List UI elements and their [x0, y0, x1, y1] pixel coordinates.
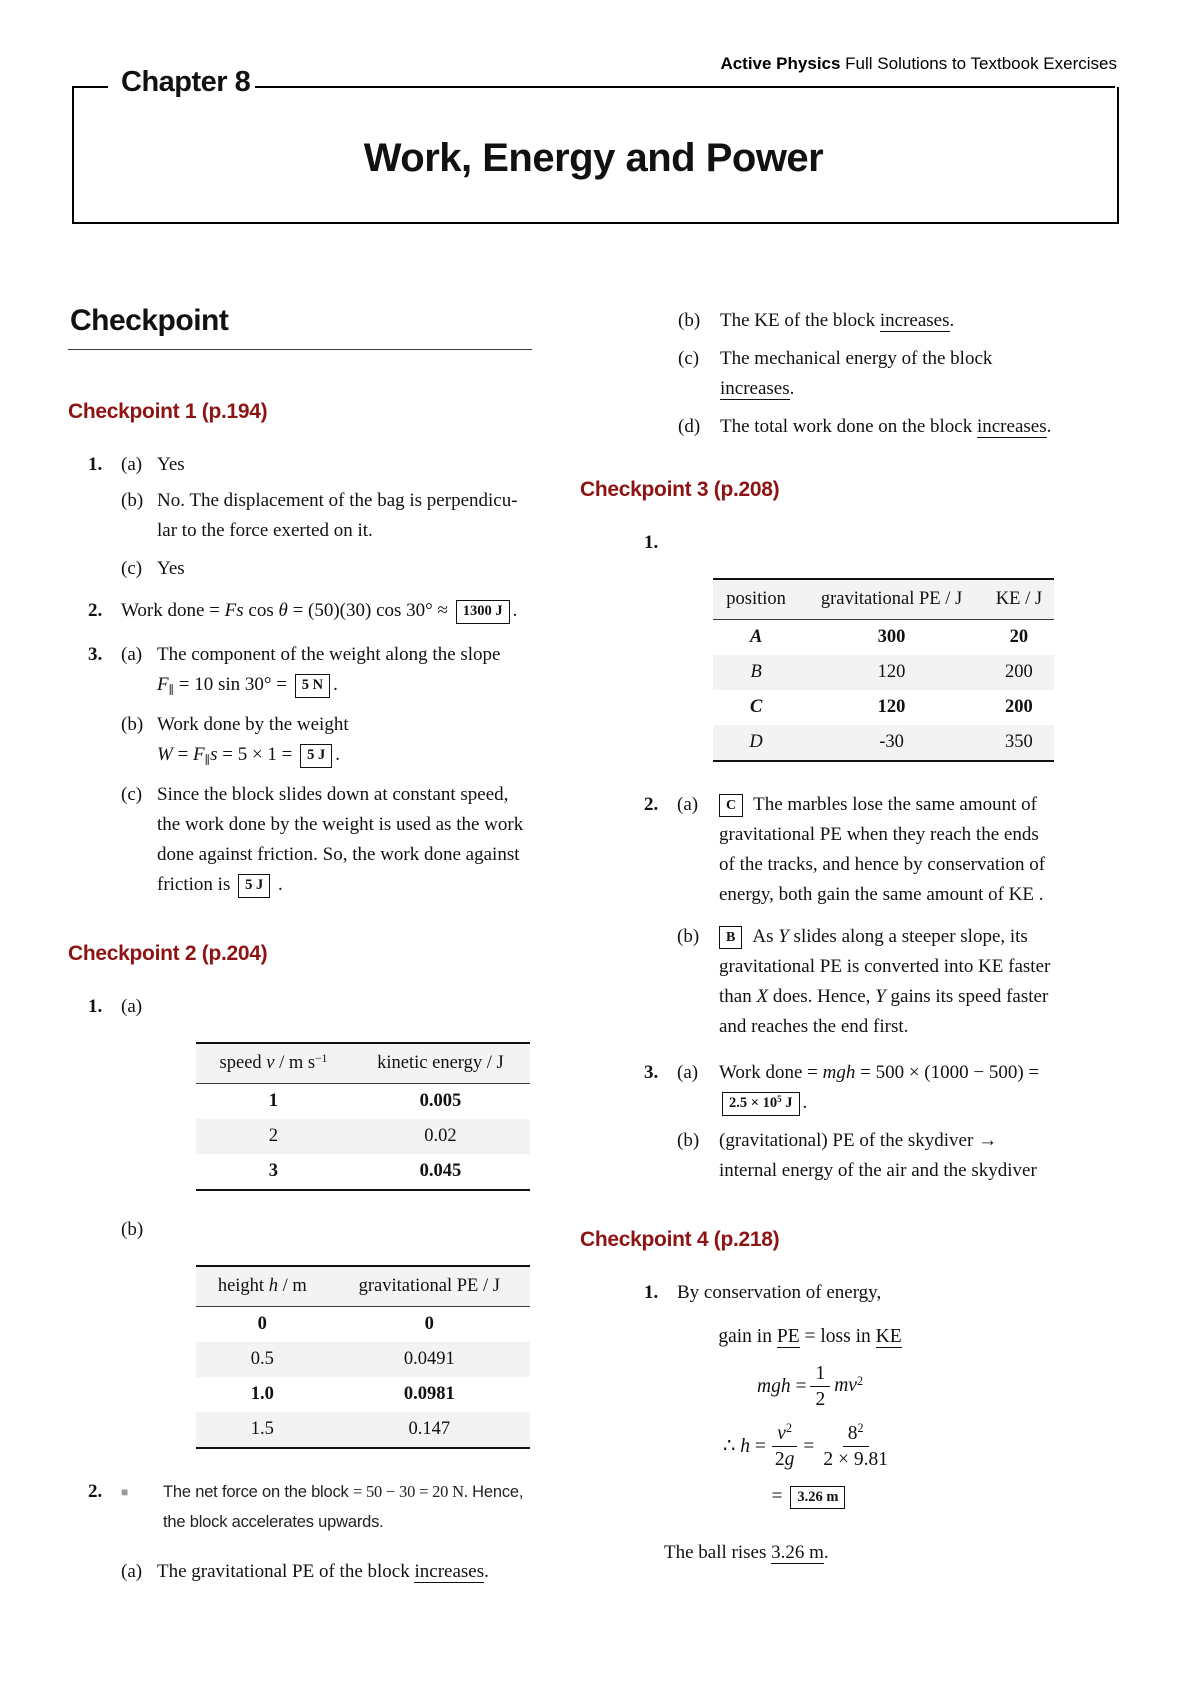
column-header: KE / J: [984, 579, 1054, 620]
part-label: (b): [121, 1219, 144, 1240]
table-cell: 0: [424, 1314, 434, 1334]
solution-text: [157, 486, 532, 546]
item-number: 1.: [88, 996, 103, 1017]
part-label: (c): [121, 784, 143, 805]
boxed-answer: 1300 J: [456, 600, 510, 624]
answer-choice-box: C: [719, 794, 743, 817]
table-cell: C: [749, 697, 763, 717]
table-row: [196, 1342, 530, 1377]
equation-line: W = F∥s = 5 × 1 = 5 J .: [157, 744, 341, 767]
item-number: 3.: [88, 644, 103, 665]
table-row: [713, 620, 1054, 656]
text-line: Work done by the weight: [157, 714, 349, 735]
table-row: [196, 1412, 530, 1448]
closing-statement: The ball rises 3.26 m.: [664, 1541, 829, 1563]
table-cell: 2: [268, 1126, 279, 1146]
solution-item: [68, 780, 532, 900]
table-row: [713, 655, 1054, 690]
part-label: (b): [121, 714, 144, 735]
equation-line: F∥ = 10 sin 30° = 5 N .: [157, 674, 338, 697]
section-title: Checkpoint: [68, 304, 532, 350]
checkpoint-3-heading: Checkpoint 3 (p.208): [580, 478, 780, 501]
solution-item: [580, 344, 1058, 404]
equation-block: [606, 1322, 1014, 1512]
solution-item: [68, 486, 532, 546]
boxed-answer: 5 J: [238, 874, 270, 898]
table-cell: 0.045: [419, 1161, 462, 1181]
solution-item: [580, 922, 1058, 1042]
table-cell: 200: [1005, 662, 1033, 682]
solution-item: [68, 450, 532, 480]
checkpoint-2-heading: Checkpoint 2 (p.204): [68, 942, 268, 965]
solution-item: [580, 412, 1058, 442]
chapter-word: Chapter: [121, 66, 235, 98]
part-label: (a): [121, 996, 143, 1017]
table-cell: 300: [877, 627, 906, 647]
table-row: [196, 1084, 530, 1120]
column-header: gravitational PE / J: [799, 579, 984, 620]
table-cell: 120: [877, 662, 906, 682]
solution-text: Yes: [157, 454, 185, 475]
equation-lhs: ∴ h =: [722, 1435, 766, 1457]
part-label: (b): [677, 926, 700, 947]
equation-rhs: $mv^2$: [834, 1373, 863, 1397]
part-label: (c): [678, 348, 700, 369]
solution-text: [157, 640, 532, 702]
header-subtitle: Full Solutions to Textbook Exercises: [840, 54, 1117, 73]
table-cell: 0.5: [250, 1349, 274, 1369]
checkpoint-4-heading: Checkpoint 4 (p.218): [580, 1228, 780, 1251]
text-line: lar to the force exerted on it.: [157, 520, 373, 541]
text-line: The component of the weight along the slope: [157, 644, 501, 665]
part-label: (c): [121, 558, 143, 579]
table-cell: 0.02: [424, 1126, 457, 1146]
table-row: [196, 1154, 530, 1190]
boxed-answer: 5 N: [295, 674, 330, 698]
part-label: (a): [121, 1561, 143, 1582]
item-number: 2.: [88, 1481, 103, 1502]
speed-kinetic-energy-table: [196, 1042, 530, 1191]
table-cell: 0: [257, 1314, 267, 1334]
item-number: 1.: [88, 454, 103, 475]
solution-item: [68, 1215, 532, 1245]
equation-result: = 3.26 m: [606, 1482, 1014, 1512]
table-header-row: [196, 1043, 530, 1084]
equation-line: $2.5 \times 10^5$ J .: [719, 1088, 1058, 1118]
height-gravitational-pe-table: [196, 1265, 530, 1449]
answer-explanation: The marbles lose the same amount of gravitational PE when they reach the ends of the tracks, and hence by conservation of energy, both gain the same amount of KE .: [719, 794, 1046, 905]
fraction: $\frac{1}{2}$: [810, 1362, 830, 1412]
table-cell: 0.0491: [403, 1349, 455, 1369]
table-cell: D: [749, 732, 763, 752]
chapter-title: Work, Energy and Power: [363, 136, 824, 180]
solution-text: [719, 922, 1058, 1042]
table-header-row: [713, 579, 1054, 620]
solution-item: [580, 1126, 1058, 1186]
table-row: [196, 1119, 530, 1154]
solution-item: [580, 1058, 1058, 1118]
note-text: The net force on the block = 50 − 30 = 20 N. Hence, the block accelerates upwards.: [163, 1482, 524, 1531]
fraction: $\frac{8^2}{2 \times 9.81}$: [823, 1421, 889, 1471]
chapter-number: 8: [234, 66, 251, 98]
fraction: $\frac{v^2}{2g}$: [770, 1422, 800, 1472]
solution-item: [68, 640, 532, 702]
part-label: (d): [678, 416, 701, 437]
position-energy-table: [713, 578, 1054, 762]
table-row: [196, 1377, 530, 1412]
table-cell: 350: [1005, 732, 1033, 752]
solution-item: [580, 790, 1058, 910]
answer-explanation: As Y slides along a steeper slope, its gravitational PE is converted into KE faster than X does. Hence, Y gains its speed faster and reaches the end first.: [719, 926, 1051, 1037]
table-cell: 0.147: [408, 1419, 451, 1439]
table-header-row: [196, 1266, 530, 1307]
item-number: 1.: [644, 532, 659, 553]
solution-text: The gravitational PE of the block increases.: [157, 1561, 489, 1582]
solution-item: [68, 1557, 532, 1587]
table-cell: 1.0: [250, 1384, 274, 1404]
solution-item: [580, 528, 1058, 558]
table-cell: 3: [268, 1161, 279, 1181]
solution-text: The total work done on the block increases.: [720, 416, 1052, 437]
running-header: [720, 54, 1117, 74]
equation-lhs: mgh =: [756, 1375, 807, 1397]
table-cell: 0.0981: [403, 1384, 455, 1404]
solution-text: The mechanical energy of the block increases.: [720, 348, 993, 399]
part-label: (b): [121, 490, 144, 511]
table-row: [196, 1307, 530, 1343]
table-cell: 1: [268, 1091, 279, 1111]
table-cell: 0.005: [419, 1091, 462, 1111]
part-label: (b): [677, 1130, 700, 1151]
solution-item: [68, 992, 532, 1022]
column-header: kinetic energy / J: [351, 1043, 530, 1084]
part-label: (a): [677, 1062, 699, 1083]
boxed-answer: 5 J: [300, 744, 332, 768]
item-number: 1.: [644, 1282, 659, 1303]
solution-text: Since the block slides down at constant speed, the work done by the weight is used as the work done against friction. So, the work done against friction is 5 J .: [157, 780, 532, 900]
table-cell: 20: [1009, 627, 1029, 647]
solution-text: (gravitational) PE of the skydiver → internal energy of the air and the skydiver: [719, 1130, 1037, 1181]
table-cell: A: [749, 627, 763, 647]
solution-item: [68, 1477, 532, 1537]
item-number: 2.: [644, 794, 659, 815]
column-header: height h / m: [196, 1266, 329, 1307]
boxed-answer: $2.5 \times 10^5$ J: [722, 1092, 800, 1116]
right-column: [580, 300, 1058, 1568]
equation-line: Work done = mgh = 500 × (1000 − 500) =: [719, 1062, 1040, 1083]
equation-energy-conservation: gain in PE = loss in KE: [718, 1326, 902, 1347]
boxed-answer: 3.26 m: [790, 1486, 845, 1510]
solution-text: [157, 710, 532, 772]
brand-name: Active Physics: [720, 54, 841, 73]
checkpoint-1-heading: Checkpoint 1 (p.194): [68, 400, 268, 423]
part-label: (a): [121, 454, 143, 475]
solution-text: Work done = Fs cos θ = (50)(30) cos 30° ≈ 1300 J .: [121, 596, 532, 626]
solution-item: [68, 554, 532, 584]
solution-item: [580, 1278, 1058, 1308]
table-cell: B: [750, 662, 762, 682]
table-row: [713, 690, 1054, 725]
part-label: (a): [677, 794, 699, 815]
table-cell: 120: [877, 697, 906, 717]
solution-item: [580, 306, 1058, 336]
column-header: gravitational PE / J: [329, 1266, 530, 1307]
solution-text: By conservation of energy,: [677, 1282, 882, 1303]
column-header: position: [713, 579, 799, 620]
left-column: [68, 300, 532, 1587]
solution-text: [719, 1058, 1058, 1118]
table-cell: -30: [879, 732, 904, 752]
part-label: (b): [678, 310, 701, 331]
table-row: [713, 725, 1054, 761]
answer-choice-box: B: [719, 926, 742, 949]
item-number: 3.: [644, 1062, 659, 1083]
part-label: (a): [121, 644, 143, 665]
equation-mgh: [606, 1362, 1014, 1412]
solution-item: [68, 710, 532, 772]
table-cell: 200: [1005, 697, 1033, 717]
equals-sign: =: [803, 1435, 815, 1457]
solution-text: Yes: [157, 558, 185, 579]
equation-height: [606, 1422, 1014, 1472]
square-bullet-icon: ■: [121, 1485, 129, 1499]
solution-text: The KE of the block increases.: [720, 310, 955, 331]
table-cell: 1.5: [250, 1419, 274, 1439]
item-number: 2.: [88, 600, 103, 621]
column-header: speed v / m $s^{-1}$: [196, 1043, 351, 1084]
solution-text: [719, 790, 1058, 910]
text-line: No. The displacement of the bag is perpendicu-: [157, 490, 518, 511]
solution-item: [68, 596, 532, 626]
